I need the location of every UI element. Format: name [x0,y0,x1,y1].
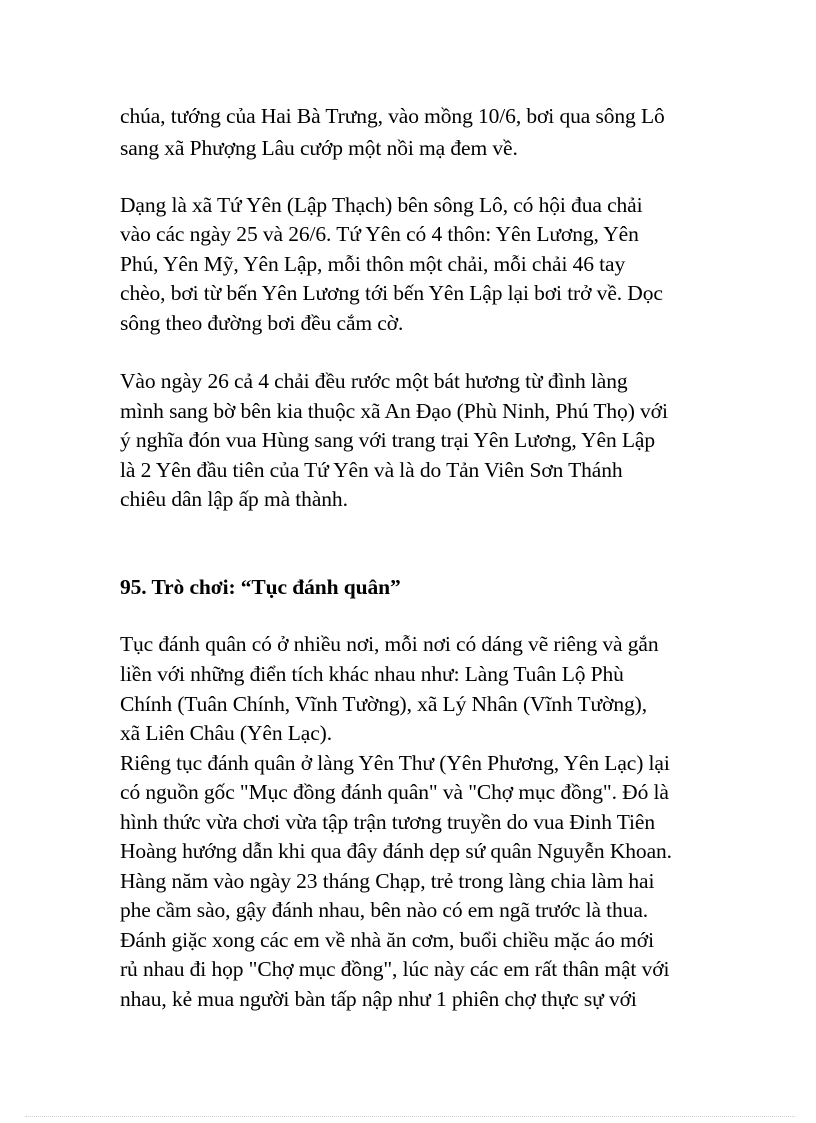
text-line: mình sang bờ bên kia thuộc xã An Đạo (Phù Ninh, Phú Thọ) với [120,399,668,423]
text-line: chúa, tướng của Hai Bà Trưng, vào mồng 10/6, bơi qua sông Lô [120,104,665,128]
text-line: ý nghĩa đón vua Hùng sang với trang trại Yên Lương, Yên Lập [120,428,656,452]
text-line: là 2 Yên đầu tiên của Tứ Yên và là do Tản Viên Sơn Thánh [120,458,623,482]
text-line: Hoàng hướng dẫn khi qua đây đánh dẹp sứ quân Nguyễn Khoan. [120,839,672,863]
text-line: có nguồn gốc "Mục đồng đánh quân" và "Chợ mục đồng". Đó là [120,780,669,804]
text-line: vào các ngày 25 và 26/6. Tứ Yên có 4 thôn: Yên Lương, Yên [120,222,639,246]
text-line: Đánh giặc xong các em về nhà ăn cơm, buổi chiều mặc áo mới [120,928,654,952]
section-heading: 95. Trò chơi: “Tục đánh quân” [120,575,401,599]
text-line: nhau, kẻ mua người bàn tấp nập như 1 phiên chợ thực sự với [120,987,637,1011]
text-line: Phú, Yên Mỹ, Yên Lập, mỗi thôn một chải, mỗi chải 46 tay [120,252,626,276]
text-line: hình thức vừa chơi vừa tập trận tương truyền do vua Đinh Tiên [120,810,655,834]
text-line: Dạng là xã Tứ Yên (Lập Thạch) bên sông Lô, có hội đua chải [120,193,643,217]
page-bottom-rule [25,1116,795,1117]
text-line: Tục đánh quân có ở nhiều nơi, mỗi nơi có dáng vẽ riêng và gắn [120,632,659,656]
text-line: Riêng tục đánh quân ở làng Yên Thư (Yên Phương, Yên Lạc) lại [120,751,670,775]
text-line: liền với những điển tích khác nhau như: Làng Tuân Lộ Phù [120,662,624,686]
text-line: Hàng năm vào ngày 23 tháng Chạp, trẻ trong làng chia làm hai [120,869,655,893]
text-line: chèo, bơi từ bến Yên Lương tới bến Yên Lập lại bơi trở về. Dọc [120,281,663,305]
text-line: Vào ngày 26 cả 4 chải đều rước một bát hương từ đình làng [120,369,628,393]
text-line: xã Liên Châu (Yên Lạc). [120,721,333,745]
text-line: chiêu dân lập ấp mà thành. [120,487,348,511]
text-line: Chính (Tuân Chính, Vĩnh Tường), xã Lý Nhân (Vĩnh Tường), [120,692,647,716]
text-line: sang xã Phượng Lâu cướp một nồi mạ đem về. [120,136,518,160]
text-line: rủ nhau đi họp "Chợ mục đồng", lúc này các em rất thân mật với [120,957,670,981]
text-line: phe cầm sào, gậy đánh nhau, bên nào có em ngã trước là thua. [120,898,649,922]
text-line: sông theo đường bơi đều cắm cờ. [120,311,404,335]
